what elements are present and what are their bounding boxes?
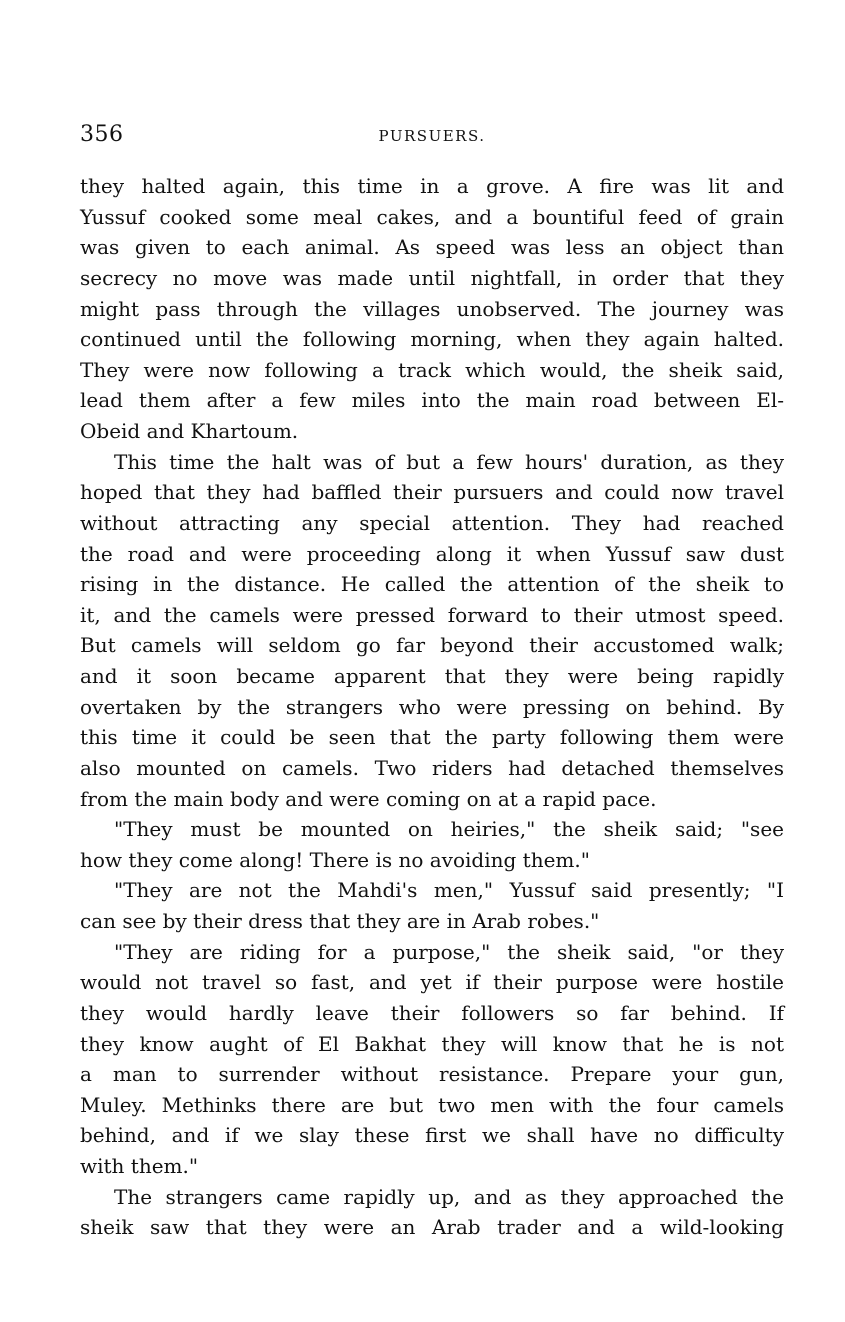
page-header <box>80 120 784 150</box>
text-line: it, and the camels were pressed forward to their utmost speed. <box>80 602 784 627</box>
text-line: can see by their dress that they are in Arab robes." <box>80 909 600 933</box>
text-line: might pass through the villages unobserved. The journey was <box>80 296 784 321</box>
text-line: secrecy no move was made until nightfall, in order that they <box>80 265 784 290</box>
running-head: PURSUERS. <box>378 127 486 145</box>
text-line: would not travel so fast, and yet if their purpose were hostile <box>80 970 784 995</box>
text-line: behind, and if we slay these first we shall have no difficulty <box>80 1123 784 1148</box>
text-line: hoped that they had baffled their pursuers and could now travel <box>80 480 784 505</box>
text-line: without attracting any special attention. They had reached <box>80 510 784 535</box>
text-line: Muley. Methinks there are but two men with the four camels <box>80 1092 784 1117</box>
text-line: lead them after a few miles into the main road between El- <box>80 388 784 413</box>
text-line: overtaken by the strangers who were pressing on behind. By <box>80 694 784 719</box>
text-line: they halted again, this time in a grove. A fire was lit and <box>80 174 784 198</box>
text-line: from the main body and were coming on at a rapid pace. <box>80 786 657 811</box>
text-line: and it soon became apparent that they were being rapidly <box>80 664 784 688</box>
text-line: they know aught of El Bakhat they will know that he is not <box>80 1031 784 1056</box>
text-line: the road and were proceeding along it when Yussuf saw dust <box>80 541 784 566</box>
text-line: also mounted on camels. Two riders had detached themselves <box>80 755 784 780</box>
text-line: "They must be mounted on heiries," the sheik said; "see <box>114 817 784 842</box>
text-line: a man to surrender without resistance. Prepare your gun, <box>80 1062 784 1087</box>
text-line: rising in the distance. He called the attention of the sheik to <box>80 572 784 597</box>
text-line: was given to each animal. As speed was less an object than <box>80 235 784 260</box>
text-line: sheik saw that they were an Arab trader and a wild-looking <box>80 1215 784 1240</box>
text-line: "They are not the Mahdi's men," Yussuf said presently; "I <box>114 878 784 903</box>
text-line: The strangers came rapidly up, and as they approached the <box>114 1184 784 1209</box>
text-line: this time it could be seen that the party following them were <box>80 725 784 750</box>
body-text <box>80 171 784 1243</box>
text-line: But camels will seldom go far beyond their accustomed walk; <box>80 633 784 658</box>
text-line: continued until the following morning, when they again halted. <box>80 327 784 352</box>
text-line: how they come along! There is no avoiding them." <box>80 847 590 872</box>
text-line: they would hardly leave their followers so far behind. If <box>80 1000 784 1025</box>
text-line: "They are riding for a purpose," the sheik said, "or they <box>114 939 784 964</box>
text-line: with them." <box>80 1154 199 1178</box>
page-number: 356 <box>80 122 124 147</box>
text-line: They were now following a track which would, the sheik said, <box>80 357 784 382</box>
text-line: This time the halt was of but a few hours' duration, as they <box>114 449 784 474</box>
text-line: Yussuf cooked some meal cakes, and a bountiful feed of grain <box>80 204 784 229</box>
text-line: Obeid and Khartoum. <box>80 419 299 443</box>
